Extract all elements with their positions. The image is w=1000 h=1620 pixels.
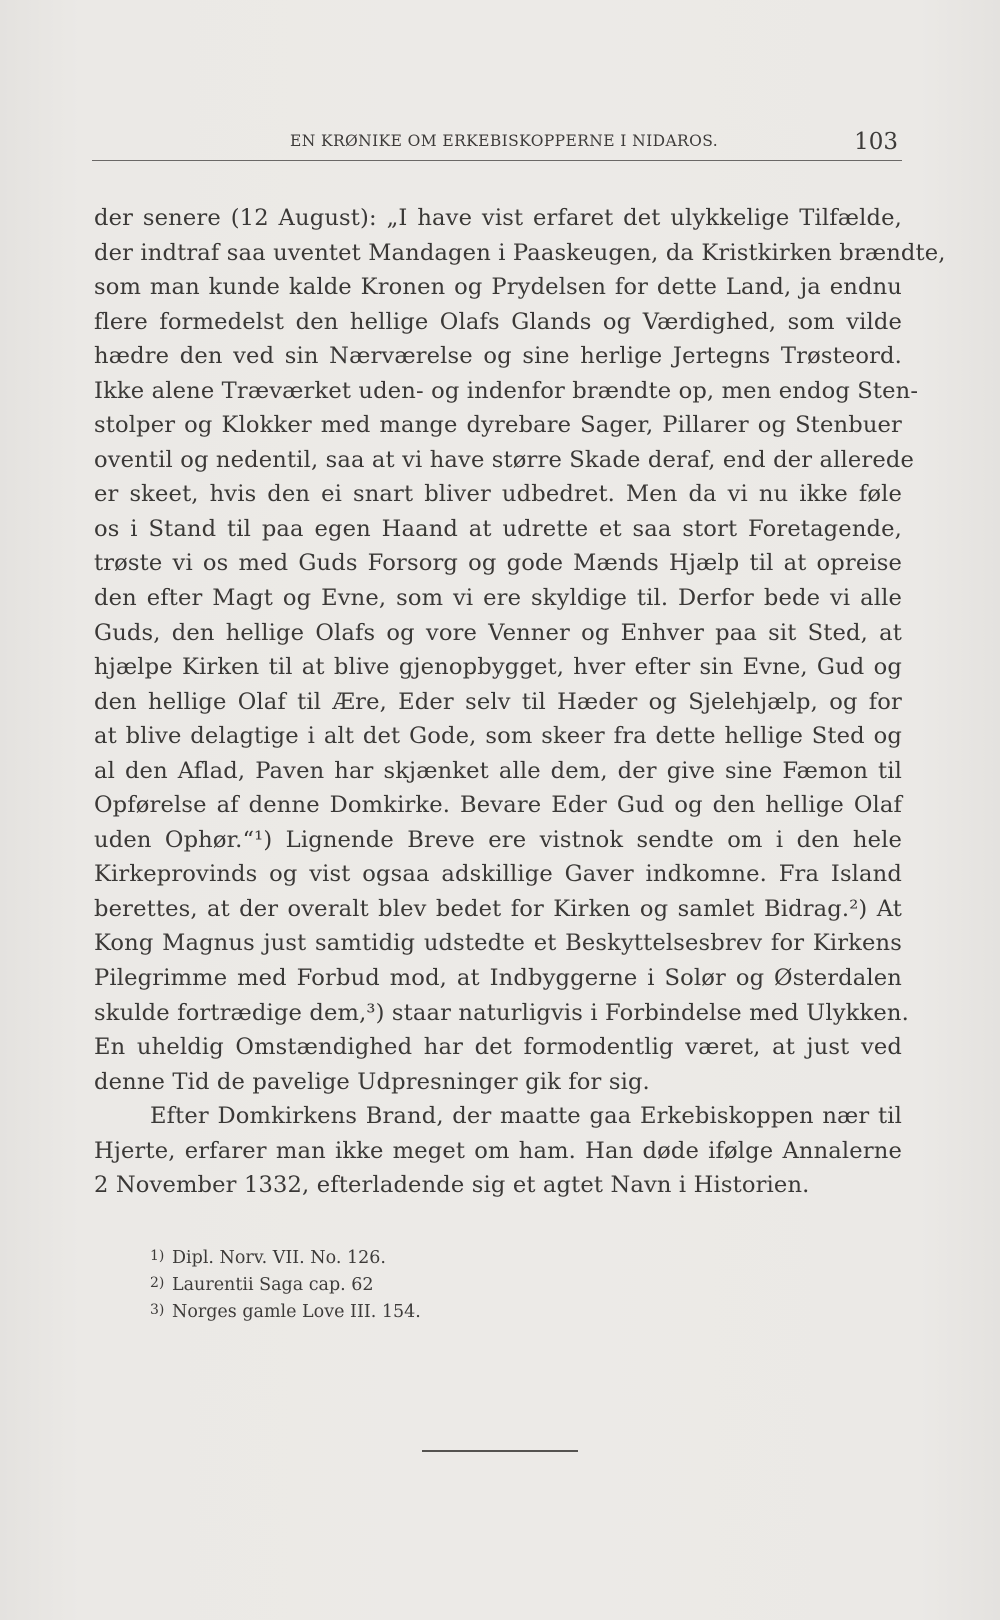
text-line: En uheldig Omstændighed har det formodentlig været, at just ved bbox=[94, 1034, 902, 1061]
text-line: 2 November 1332, efterladende sig et agtet Navn i Historien. bbox=[94, 1172, 810, 1199]
footnote-marker: 3) bbox=[150, 1302, 165, 1318]
text-line: der senere (12 August): „I have vist erfaret det ulykkelige Tilfælde, bbox=[94, 205, 902, 231]
text-line: den hellige Olaf til Ære, Eder selv til Hæder og Sjelehjælp, og for bbox=[94, 688, 902, 715]
text-line: Kirkeprovinds og vist ogsaa adskillige Gaver indkomne. Fra Island bbox=[94, 861, 902, 888]
text-line: Efter Domkirkens Brand, der maatte gaa Erkebiskoppen nær til bbox=[150, 1103, 902, 1130]
text-line: berettes, at der overalt blev bedet for Kirken og samlet Bidrag.²) At bbox=[94, 895, 902, 922]
running-title: EN KRØNIKE OM ERKEBISKOPPERNE I NIDAROS. bbox=[290, 132, 719, 150]
footnote bbox=[150, 1270, 650, 1297]
text-line: Hjerte, erfarer man ikke meget om ham. Han døde ifølge Annalerne bbox=[94, 1137, 902, 1164]
text-line: Opførelse af denne Domkirke. Bevare Eder Gud og den hellige Olaf bbox=[94, 792, 902, 819]
footnote bbox=[150, 1243, 650, 1270]
header-rule bbox=[92, 160, 902, 161]
footnote-text: Norges gamle Love III. 154. bbox=[172, 1302, 421, 1322]
text-line: trøste vi os med Guds Forsorg og gode Mænds Hjælp til at opreise bbox=[94, 550, 902, 577]
text-line: uden Ophør.“¹) Lignende Breve ere vistnok sendte om i den hele bbox=[94, 826, 902, 853]
text-line: den efter Magt og Evne, som vi ere skyldige til. Derfor bede vi alle bbox=[94, 585, 902, 612]
footnote-marker: 2) bbox=[150, 1275, 165, 1291]
text-line: Pilegrimme med Forbud mod, at Indbyggerne i Solør og Østerdalen bbox=[94, 965, 902, 992]
page-number: 103 bbox=[854, 129, 898, 155]
closing-rule bbox=[422, 1450, 578, 1452]
footnote-text: Dipl. Norv. VII. No. 126. bbox=[172, 1248, 386, 1268]
text-line: skulde fortrædige dem,³) staar naturligvis i Forbindelse med Ulykken. bbox=[94, 999, 909, 1026]
text-line: at blive delagtige i alt det Gode, som skeer fra dette hellige Sted og bbox=[94, 723, 902, 750]
text-line: er skeet, hvis den ei snart bliver udbedret. Men da vi nu ikke føle bbox=[94, 481, 902, 508]
text-line: hjælpe Kirken til at blive gjenopbygget, hver efter sin Evne, Gud og bbox=[94, 654, 902, 681]
text-line: os i Stand til paa egen Haand at udrette et saa stort Foretagende, bbox=[94, 515, 902, 542]
text-line: stolper og Klokker med mange dyrebare Sager, Pillarer og Stenbuer bbox=[94, 412, 902, 439]
footnote-text: Laurentii Saga cap. 62 bbox=[172, 1275, 374, 1295]
text-line: der indtraf saa uventet Mandagen i Paaskeugen, da Kristkirken brændte, bbox=[94, 239, 946, 266]
text-line: al den Aflad, Paven har skjænket alle dem, der give sine Fæmon til bbox=[94, 757, 902, 784]
text-line: som man kunde kalde Kronen og Prydelsen for dette Land, ja endnu bbox=[94, 274, 902, 301]
text-line: Kong Magnus just samtidig udstedte et Beskyttelsesbrev for Kirkens bbox=[94, 930, 902, 957]
text-line: Ikke alene Træværket uden- og indenfor brændte op, men endog Sten- bbox=[94, 377, 919, 404]
footnote-marker: 1) bbox=[150, 1248, 165, 1264]
text-line: denne Tid de pavelige Udpresninger gik for sig. bbox=[94, 1068, 650, 1095]
body-text bbox=[94, 201, 946, 1203]
text-line: Guds, den hellige Olafs og vore Venner og Enhver paa sit Sted, at bbox=[94, 619, 902, 646]
text-line: hædre den ved sin Nærværelse og sine herlige Jertegns Trøsteord. bbox=[94, 343, 902, 370]
running-head bbox=[92, 129, 902, 162]
footnotes bbox=[150, 1243, 650, 1324]
text-line: oventil og nedentil, saa at vi have større Skade deraf, end der allerede bbox=[94, 446, 915, 473]
footnote bbox=[150, 1297, 650, 1324]
text-line: flere formedelst den hellige Olafs Glands og Værdighed, som vilde bbox=[94, 308, 902, 335]
